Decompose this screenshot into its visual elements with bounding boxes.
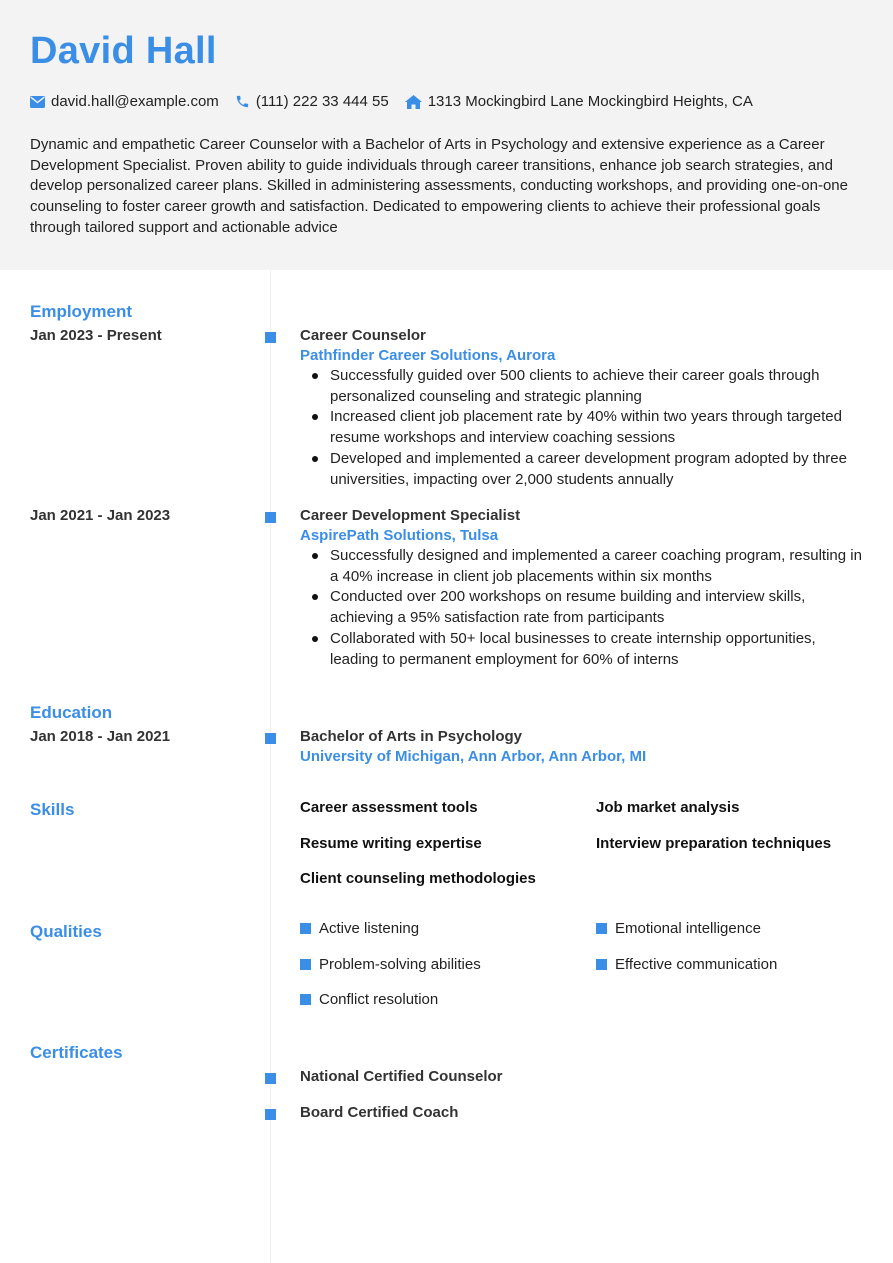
square-marker-icon: [265, 733, 276, 744]
employment-section-title: Employment: [30, 302, 133, 321]
skill-item: Interview preparation techniques: [596, 835, 832, 852]
certificate-item: National Certified Counselor: [300, 1068, 503, 1085]
candidate-name: David Hall: [30, 30, 217, 72]
skills-section-title: Skills: [30, 800, 75, 819]
skill-item: Resume writing expertise: [300, 835, 482, 852]
contact-row: [30, 93, 769, 110]
education-dates: Jan 2018 - Jan 2021: [30, 728, 171, 745]
education-school: University of Michigan, Ann Arbor, Ann Arbor, MI: [300, 748, 647, 765]
square-bullet-icon: [300, 923, 311, 934]
quality-item: [300, 920, 419, 937]
quality-item: [596, 956, 777, 973]
list-item: Conducted over 200 workshops on resume building and interview skills, achieving a 95% satisfaction rate from participants: [300, 587, 866, 628]
profile-summary: Dynamic and empathetic Career Counselor with a Bachelor of Arts in Psychology and extensive experience as a Career Development Specialist. Proven ability to guide individuals through career transitions, enhance job search strategies, and develop personalized career plans. Skilled in administering assessments, conducting workshops, and providing one-on-one counseling to foster career growth and satisfaction. Dedicated to empowering clients to achieve their professional goals through tailored support and actionable advice: [30, 136, 848, 236]
job-1-dates: Jan 2023 - Present: [30, 327, 162, 344]
certificates-section-title: Certificates: [30, 1043, 123, 1062]
contact-email[interactable]: [30, 93, 219, 110]
job-2-role: Career Development Specialist: [300, 507, 521, 524]
square-marker-icon: [265, 1109, 276, 1120]
square-marker-icon: [265, 332, 276, 343]
home-icon: [405, 95, 422, 109]
resume-header: [0, 0, 893, 270]
list-item: Developed and implemented a career development program adopted by three universities, impacting over 2,000 students annually: [300, 449, 866, 490]
skill-item: Client counseling methodologies: [300, 870, 536, 887]
square-marker-icon: [265, 1073, 276, 1084]
phone-text: (111) 222 33 444 55: [255, 93, 389, 110]
list-item: Successfully designed and implemented a career coaching program, resulting in a 40% increase in client job placements within six months: [300, 546, 866, 587]
skill-item: Career assessment tools: [300, 799, 478, 816]
skill-item: Job market analysis: [596, 799, 740, 816]
contact-phone[interactable]: [235, 93, 389, 110]
education-degree: Bachelor of Arts in Psychology: [300, 728, 522, 745]
job-1-bullets: [300, 366, 866, 490]
quality-label: Conflict resolution: [319, 991, 439, 1008]
list-item: Collaborated with 50+ local businesses to create internship opportunities, leading to permanent employment for 60% of interns: [300, 629, 866, 670]
square-bullet-icon: [596, 923, 607, 934]
address-text: 1313 Mockingbird Lane Mockingbird Heights, CA: [427, 93, 753, 110]
list-item: Increased client job placement rate by 40% within two years through targeted resume workshops and interview coaching sessions: [300, 407, 866, 448]
quality-item: [300, 956, 481, 973]
job-2-dates: Jan 2021 - Jan 2023: [30, 507, 171, 524]
square-marker-icon: [265, 512, 276, 523]
list-item: Successfully guided over 500 clients to achieve their career goals through personalized counseling and strategic planning: [300, 366, 866, 407]
envelope-icon: [30, 96, 45, 108]
contact-address: [405, 93, 753, 110]
quality-label: Emotional intelligence: [615, 920, 761, 937]
quality-label: Problem-solving abilities: [319, 956, 481, 973]
education-section-title: Education: [30, 703, 113, 722]
square-bullet-icon: [300, 994, 311, 1005]
square-bullet-icon: [300, 959, 311, 970]
job-2-company: AspirePath Solutions, Tulsa: [300, 527, 499, 544]
job-1-role: Career Counselor: [300, 327, 426, 344]
email-text: david.hall@example.com: [51, 93, 219, 110]
square-bullet-icon: [596, 959, 607, 970]
phone-icon: [235, 94, 250, 109]
quality-item: [300, 991, 438, 1008]
job-1-company: Pathfinder Career Solutions, Aurora: [300, 347, 556, 364]
quality-label: Active listening: [319, 920, 420, 937]
quality-item: [596, 920, 761, 937]
job-2-bullets: [300, 546, 866, 670]
certificate-item: Board Certified Coach: [300, 1104, 459, 1121]
qualities-section-title: Qualities: [30, 922, 102, 941]
quality-label: Effective communication: [615, 956, 778, 973]
